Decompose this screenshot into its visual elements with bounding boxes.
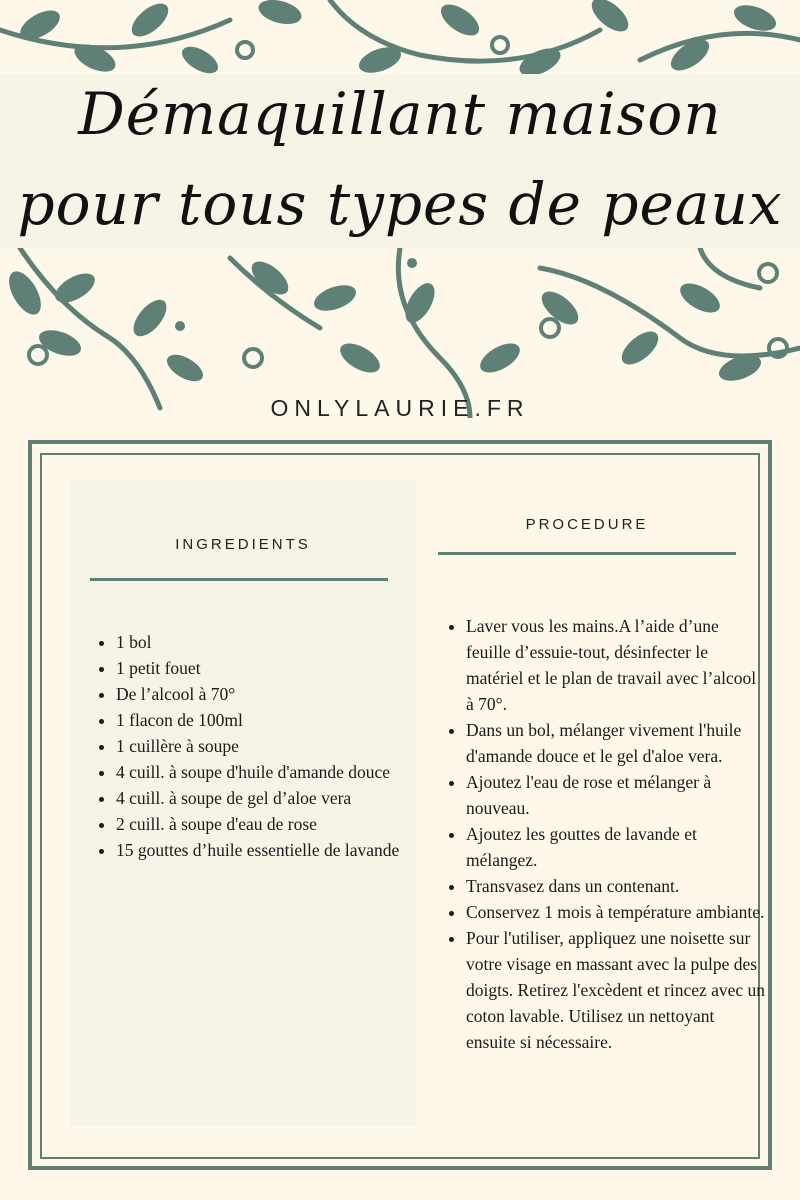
page-title-line-2: pour tous types de peaux [17, 170, 783, 238]
procedure-list [442, 613, 766, 1055]
ingredients-heading: INGREDIENTS [175, 536, 311, 553]
list-item: • 15 gouttes d’huile essentielle de lavande [116, 837, 426, 863]
list-item: • De l’alcool à 70° [116, 681, 426, 707]
list-item: • Ajoutez l'eau de rose et mélanger à nouveau. [466, 769, 766, 821]
list-item: • Dans un bol, mélanger vivement l'huile d'amande douce et le gel d'aloe vera. [466, 717, 766, 769]
list-item: • Transvasez dans un contenant. [466, 873, 766, 899]
procedure-heading: PROCEDURE [525, 516, 649, 533]
list-item: • 4 cuill. à soupe de gel d’aloe vera [116, 785, 426, 811]
list-item: • 2 cuill. à soupe d'eau de rose [116, 811, 426, 837]
page-title-line-1: Démaquillant maison [78, 80, 722, 148]
list-item: • 1 cuillère à soupe [116, 733, 426, 759]
leaf-decoration-bottom [0, 248, 800, 418]
list-item: • Laver vous les mains.A l’aide d’une feuille d’essuie-tout, désinfecter le matériel et le plan de travail avec l’alcool à 70°. [466, 613, 766, 717]
procedure-divider [438, 552, 736, 555]
leaf-decoration-top [0, 0, 800, 80]
list-item: • 1 petit fouet [116, 655, 426, 681]
list-item: • Ajoutez les gouttes de lavande et mélangez. [466, 821, 766, 873]
ingredients-list [92, 629, 426, 863]
list-item: • Conservez 1 mois à température ambiante. [466, 899, 766, 925]
list-item: • Pour l'utiliser, appliquez une noisette sur votre visage en massant avec la pulpe des doigts. Retirez l'excèdent et rincez avec un coton lavable. Utilisez un nettoyant ensuite si nécessaire. [466, 925, 766, 1055]
list-item: • 1 bol [116, 629, 426, 655]
ingredients-divider [90, 578, 388, 581]
list-item: • 4 cuill. à soupe d'huile d'amande douce [116, 759, 426, 785]
site-url: ONLYLAURIE.FR [270, 395, 530, 421]
list-item: • 1 flacon de 100ml [116, 707, 426, 733]
